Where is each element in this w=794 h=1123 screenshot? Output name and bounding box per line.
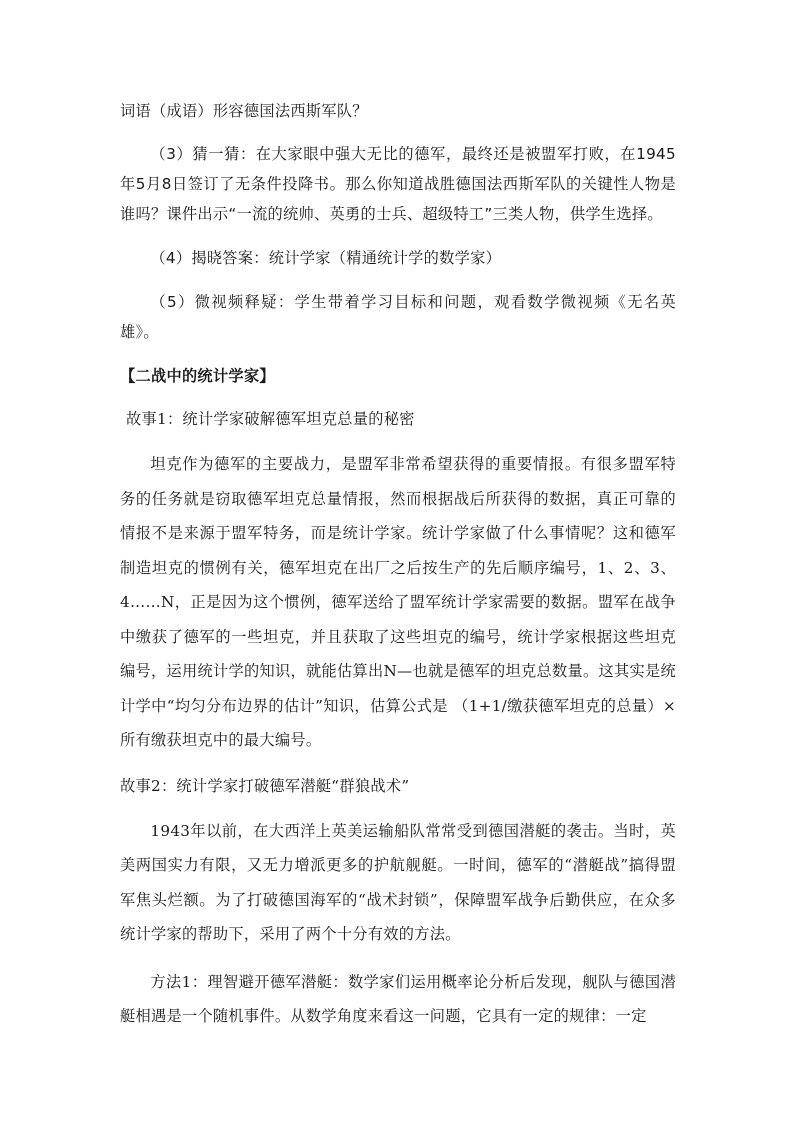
story2-body: 1943年以前，在大西洋上英美运输船队常常受到德国潜艇的袭击。当时，英美两国实力有限，又无力增派更多的护航舰艇。一时间，德军的“潜艇战”搞得盟军焦头烂额。为了打破德国海军的“战术封锁”，保障盟军战争后勤供应，在众多统计学家的帮助下，采用了两个十分有效的方法。 [120, 821, 676, 943]
paragraph-guess: （3）猜一猜：在大家眼中强大无比的德军，最终还是被盟军打败，在1945年5月8日签订了无条件投降书。那么你知道战胜德国法西斯军队的关键性人物是谁吗？课件出示“一流的统帅、英勇的士兵、超级特工”三类人物，供学生选择。 [120, 145, 676, 223]
story2-method1: 方法1：理智避开德军潜艇：数学家们运用概率论分析后发现，舰队与德国潜艇相遇是一个随机事件。从数学角度来看这一问题，它具有一定的规律：一定 [120, 972, 676, 1025]
document-body [120, 96, 676, 1034]
paragraph-answer: （4）揭晓答案：统计学家（精通统计学的数学家） [150, 249, 502, 267]
story2-title: 故事2：统计学家打破德军潜艇“群狼战术” [120, 776, 410, 795]
story1-title: 故事1：统计学家破解德军坦克总量的秘密 [126, 410, 415, 428]
story1-body: 坦克作为德军的主要战力，是盟军非常希望获得的重要情报。有很多盟军特务的任务就是窃取德军坦克总量情报，然而根据战后所获得的数据，真正可靠的情报不是来源于盟军特务，而是统计学家。统计学家做了什么事情呢？这和德军制造坦克的惯例有关，德军坦克在出厂之后按生产的先后顺序编号，1、2、3、4……N，正是因为这个惯例，德军送给了盟军统计学家需要的数据。盟军在战争中缴获了德军的一些坦克，并且获取了这些坦克的编号，统计学家根据这些坦克编号，运用统计学的知识，就能估算出N—也就是德军的坦克总数量。这其实是统计学中“均匀分布边界的估计”知识，估算公式是 （1+1/缴获德军坦克的总量）×所有缴获坦克中的最大编号。 [120, 455, 676, 749]
section-heading: 【二战中的统计学家】 [120, 367, 275, 385]
paragraph-question-continuation: 词语（成语）形容德国法西斯军队？ [120, 102, 368, 120]
paragraph-micro-video: （5）微视频释疑：学生带着学习目标和问题，观看数学微视频《无名英雄》。 [120, 293, 676, 341]
